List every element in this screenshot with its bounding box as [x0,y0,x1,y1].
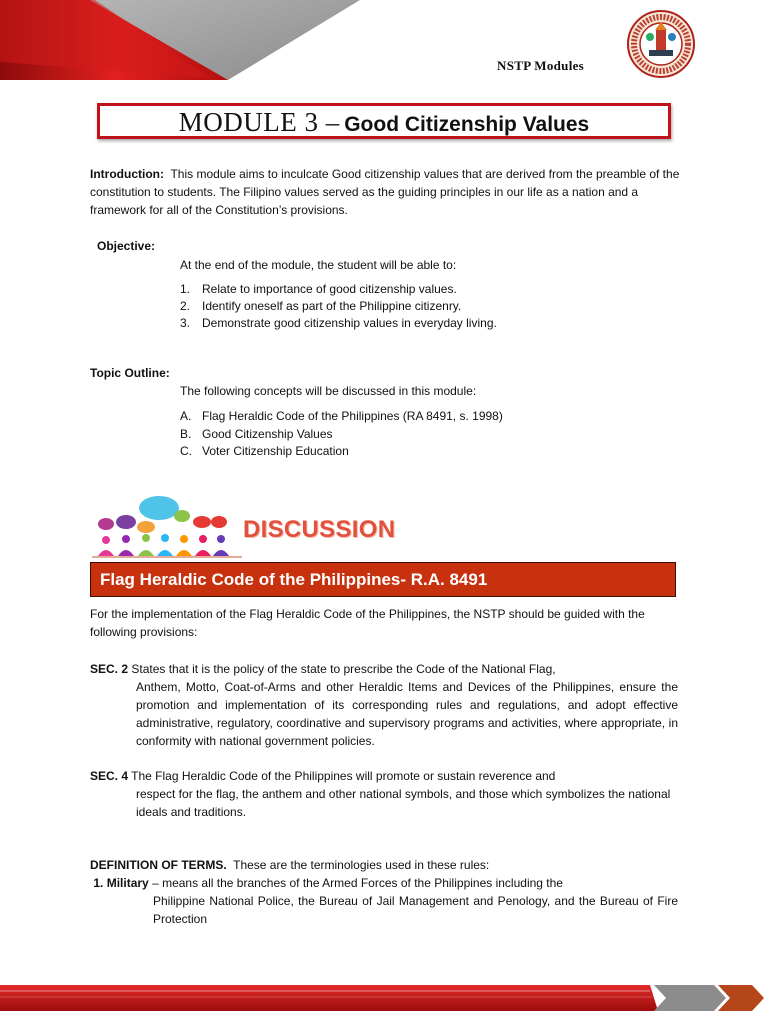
list-text: Relate to importance of good citizenship values. [202,282,457,296]
topic-outline-lead: The following concepts will be discussed in this module: [180,384,477,398]
definition-item-first-line [90,874,678,892]
introduction-label: Introduction: [90,167,164,181]
objective-label: Objective: [97,239,156,253]
list-number: 1. [180,282,191,296]
sec2-label: SEC. 2 [90,662,129,676]
sec2-first-text: States that it is the policy of the state to prescribe the Code of the National Flag, [131,662,556,676]
sec2-paragraph [90,660,678,750]
list-item [180,426,503,444]
sec2-body: Anthem, Motto, Coat-of-Arms and other Heraldic Items and Devices of the Philippines, ensure the promotion and implementation of its corresponding rules and regulations, and adopt effective administrative, regulatory, coordinative and supervisory programs and activities, where appropriate, in conformity with national government policies. [136,680,678,748]
definitions-heading-line [90,856,678,874]
sec2-first-line [90,660,678,678]
module-title-box [97,103,671,139]
list-letter: B. [180,426,192,441]
list-number: 2. [180,299,191,313]
definition-term: Military [106,876,149,890]
list-text: Flag Heraldic Code of the Philippines (RA 8491, s. 1998) [202,409,503,423]
topic-outline-list [180,408,503,461]
list-letter: A. [180,409,192,423]
list-text: Demonstrate good citizenship values in everyday living. [202,316,497,330]
introduction-paragraph [90,165,680,219]
sec4-label: SEC. 4 [90,769,129,783]
module-number: MODULE 3 – [178,107,340,137]
module-title: Good Citizenship Values [344,113,590,136]
sec4-first-line [90,767,678,785]
list-text: Identify oneself as part of the Philippine citizenry. [202,299,462,313]
topic-outline-label: Topic Outline: [90,366,170,380]
definition-number: 1. [93,876,104,890]
list-item [180,281,497,298]
list-text: Voter Citizenship Education [202,444,349,458]
list-item [180,408,503,426]
list-text: Good Citizenship Values [202,426,333,441]
list-number: 3. [180,316,191,330]
objective-lead: At the end of the module, the student will be able to: [180,258,457,272]
definitions-lead: These are the terminologies used in these rules: [233,858,490,872]
list-item [180,443,503,461]
section-title-bar: Flag Heraldic Code of the Philippines- R.A. 8491 [90,562,676,597]
header-title: NSTP Modules [497,58,585,73]
sec4-first-text: The Flag Heraldic Code of the Philippines will promote or sustain reverence and [131,769,556,783]
footer-decoration [0,983,768,1024]
sec4-body: respect for the flag, the anthem and other national symbols, and those which symbolizes the national ideals and traditions. [136,787,671,819]
sec4-paragraph [90,767,678,821]
definitions-section [90,856,678,928]
university-seal-logo [622,10,700,78]
list-item [180,298,497,315]
list-letter: C. [180,444,192,458]
introduction-text: This module aims to inculcate Good citizenship values that are derived from the preamble of the constitution to students. The Filipino values served as the guiding principles in our life as a nation and a framework for all of the Constitution’s provisions. [90,167,680,217]
header-decoration [0,0,380,82]
implementation-paragraph: For the implementation of the Flag Heraldic Code of the Philippines, the NSTP should be guided with the following provisions: [90,607,645,639]
definition-item-body: Philippine National Police, the Bureau of Jail Management and Penology, and the Bureau of Fire Protection [153,894,678,926]
objective-list [180,281,497,332]
definitions-label: DEFINITION OF TERMS. [90,858,227,872]
list-item [180,315,497,332]
definition-first-text: – means all the branches of the Armed Forces of the Philippines including the [152,876,563,890]
discussion-heading: DISCUSSION [243,516,396,543]
discussion-people-icon [92,494,242,558]
